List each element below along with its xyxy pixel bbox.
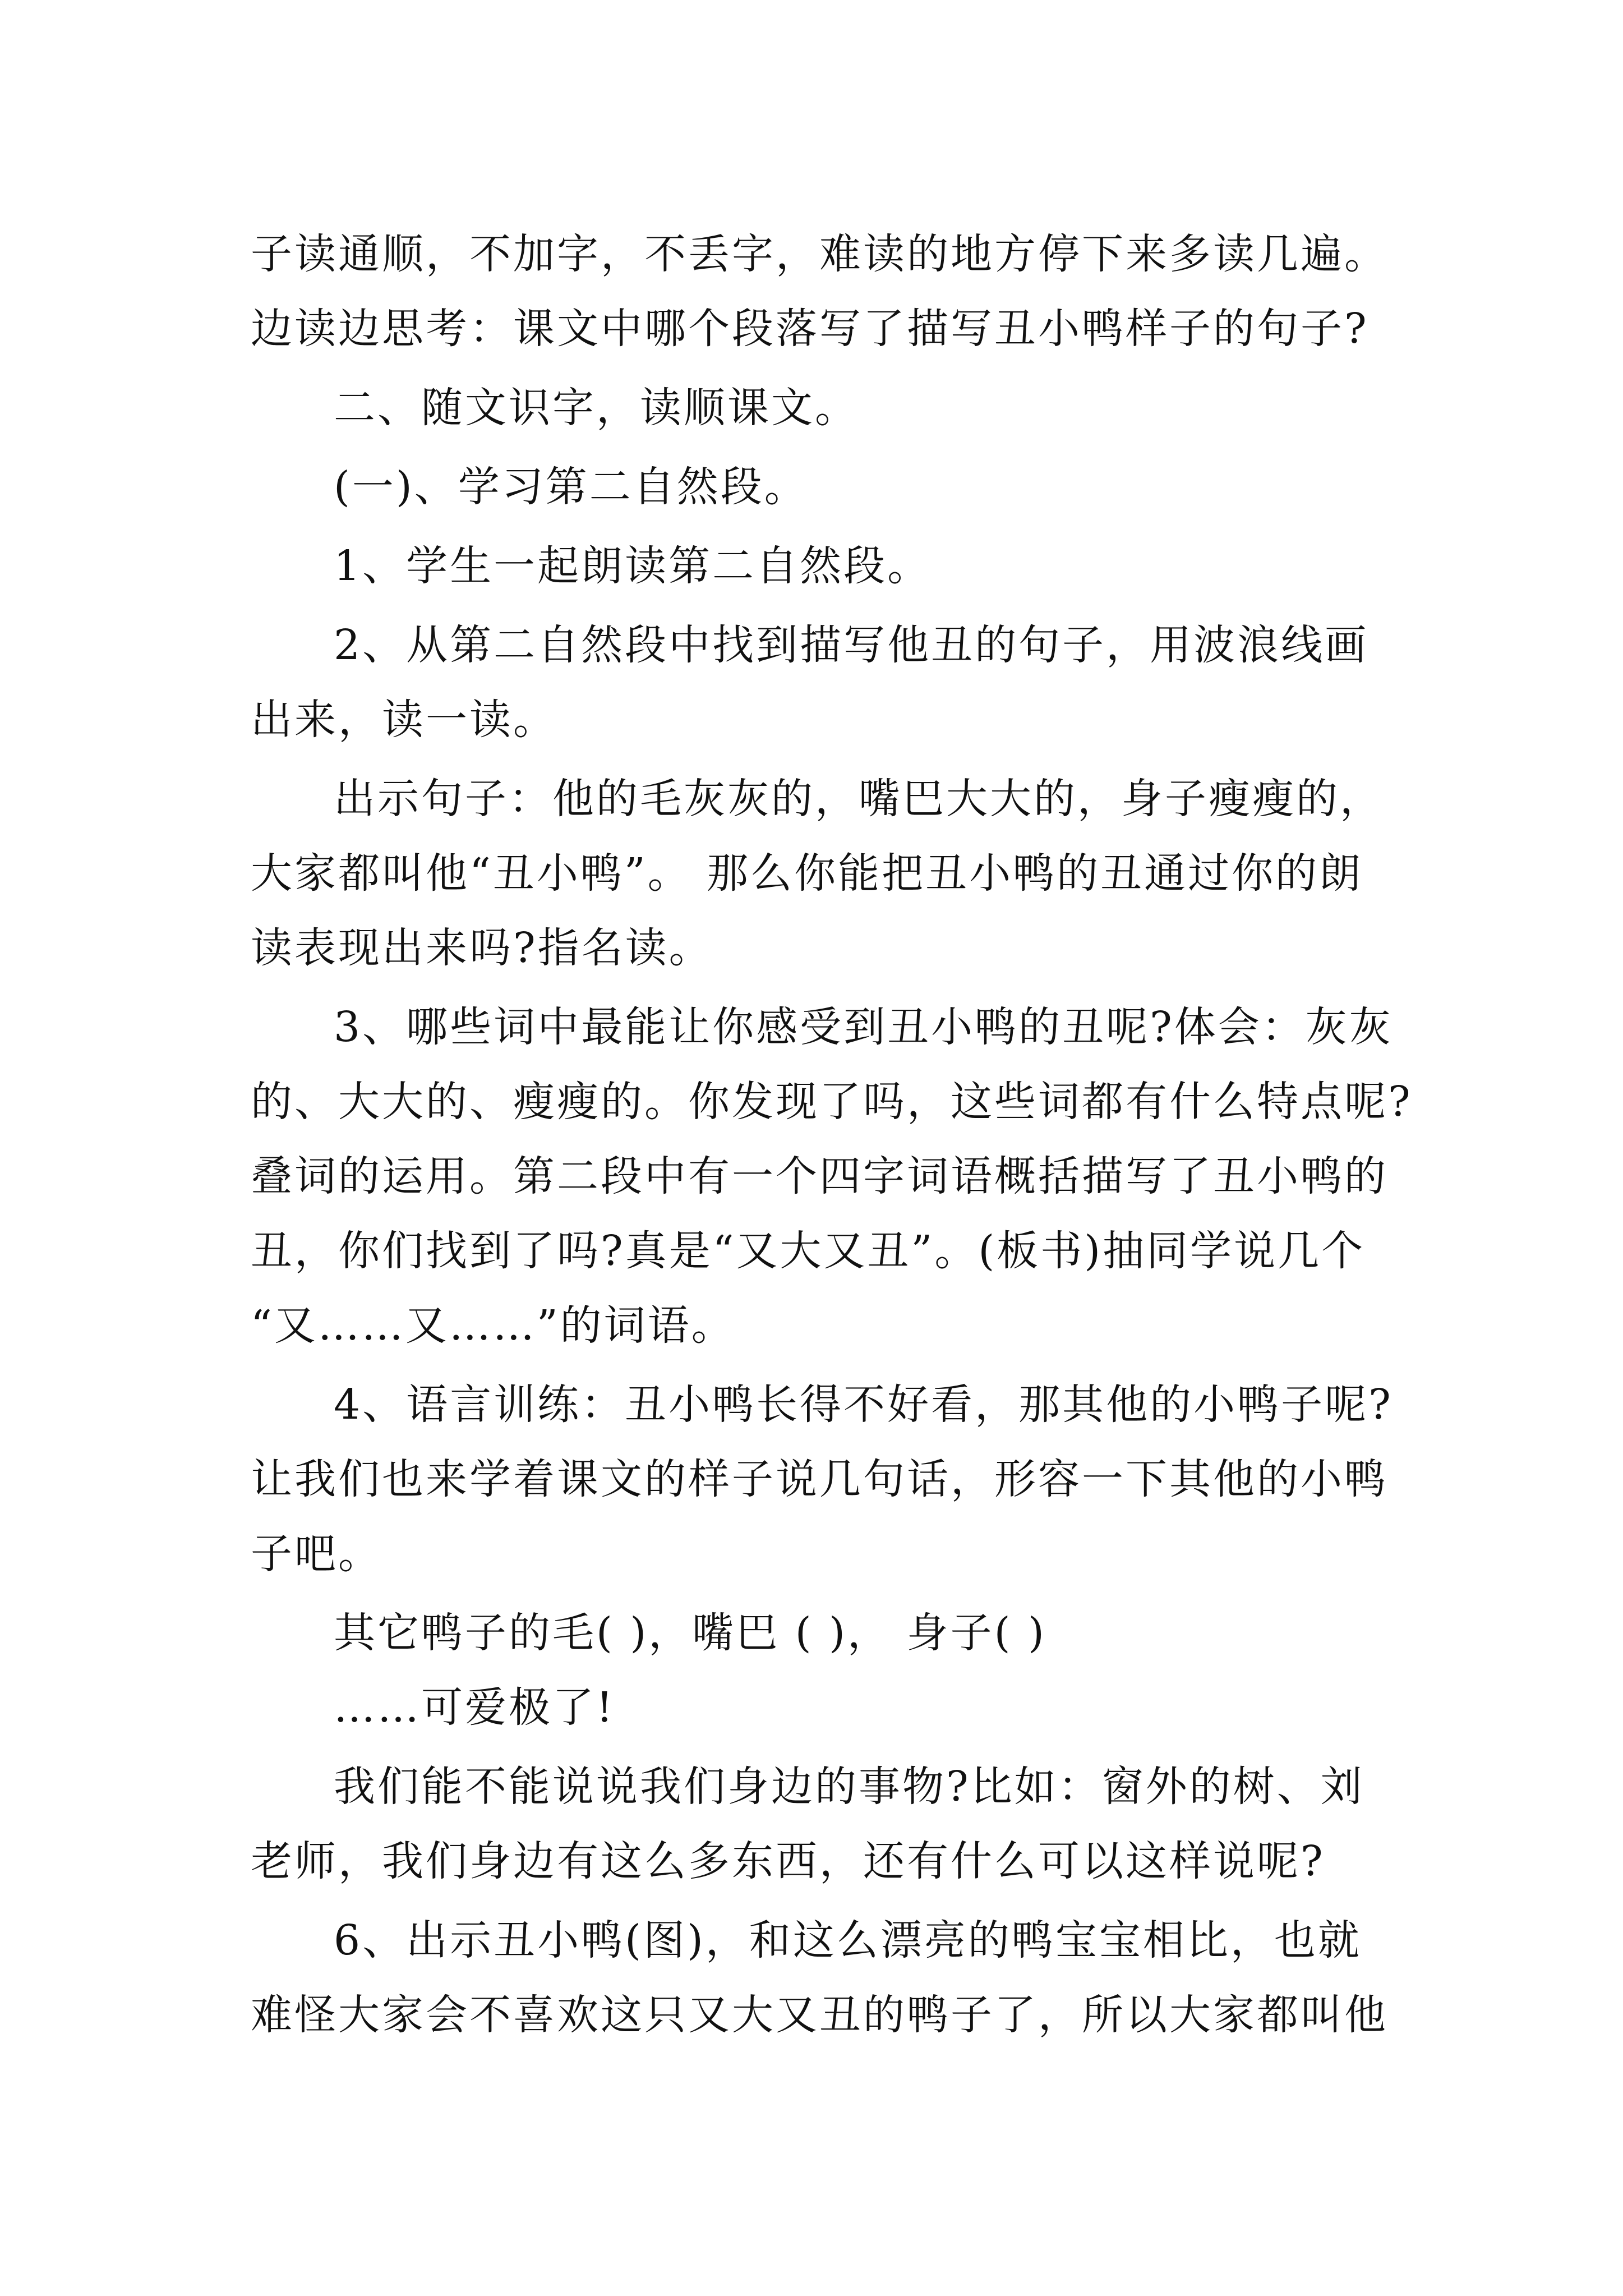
- text-line: 读表现出来吗?指名读。: [251, 924, 713, 972]
- document-page: [251, 217, 1413, 2053]
- text-line: ……可爱极了!: [334, 1683, 615, 1732]
- text-line: 叠词的运用。第二段中有一个四字词语概括描写了丑小鸭的: [251, 1152, 1388, 1200]
- text-line: 6、出示丑小鸭(图)，和这么漂亮的鸭宝宝相比，也就: [334, 1916, 1362, 1964]
- text-line: 2、从第二自然段中找到描写他丑的句子，用波浪线画: [334, 621, 1369, 669]
- text-line: “又……又……”的词语。: [251, 1301, 735, 1350]
- text-line: 边读边思考：课文中哪个段落写了描写丑小鸭样子的句子?: [251, 305, 1369, 353]
- section-heading: 二、随文识字，读顺课文。: [334, 384, 859, 432]
- text-line: 1、学生一起朗读第二自然段。: [334, 542, 932, 590]
- text-line: 3、哪些词中最能让你感受到丑小鸭的丑呢?体会：灰灰: [334, 1003, 1393, 1051]
- text-line: 让我们也来学着课文的样子说几句话，形容一下其他的小鸭: [251, 1455, 1388, 1503]
- subsection-heading: (一)、学习第二自然段。: [334, 463, 808, 511]
- text-line: 老师，我们身边有这么多东西，还有什么可以这样说呢?: [251, 1837, 1325, 1885]
- text-line: 我们能不能说说我们身边的事物?比如：窗外的树、刘: [334, 1763, 1364, 1811]
- text-line: 4、语言训练：丑小鸭长得不好看，那其他的小鸭子呢?: [334, 1381, 1393, 1429]
- text-line: 子吧。: [251, 1530, 382, 1578]
- text-line: 大家都叫他“丑小鸭”。 那么你能把丑小鸭的丑通过你的朗: [251, 849, 1363, 898]
- text-line: 出示句子：他的毛灰灰的，嘴巴大大的，身子瘦瘦的，: [334, 775, 1384, 823]
- text-line: 的、大大的、瘦瘦的。你发现了吗，这些词都有什么特点呢?: [251, 1078, 1413, 1126]
- text-line: 难怪大家会不喜欢这只又大又丑的鸭子了，所以大家都叫他: [251, 1991, 1388, 2039]
- fill-in-exercise: 其它鸭子的毛( )，嘴巴 ( )， 身子( ): [334, 1609, 1046, 1657]
- text-line: 丑，你们找到了吗?真是“又大又丑”。(板书)抽同学说几个: [251, 1227, 1366, 1275]
- text-line: 出来，读一读。: [251, 696, 557, 744]
- text-line: 子读通顺，不加字，不丢字，难读的地方停下来多读几遍。: [251, 230, 1388, 278]
